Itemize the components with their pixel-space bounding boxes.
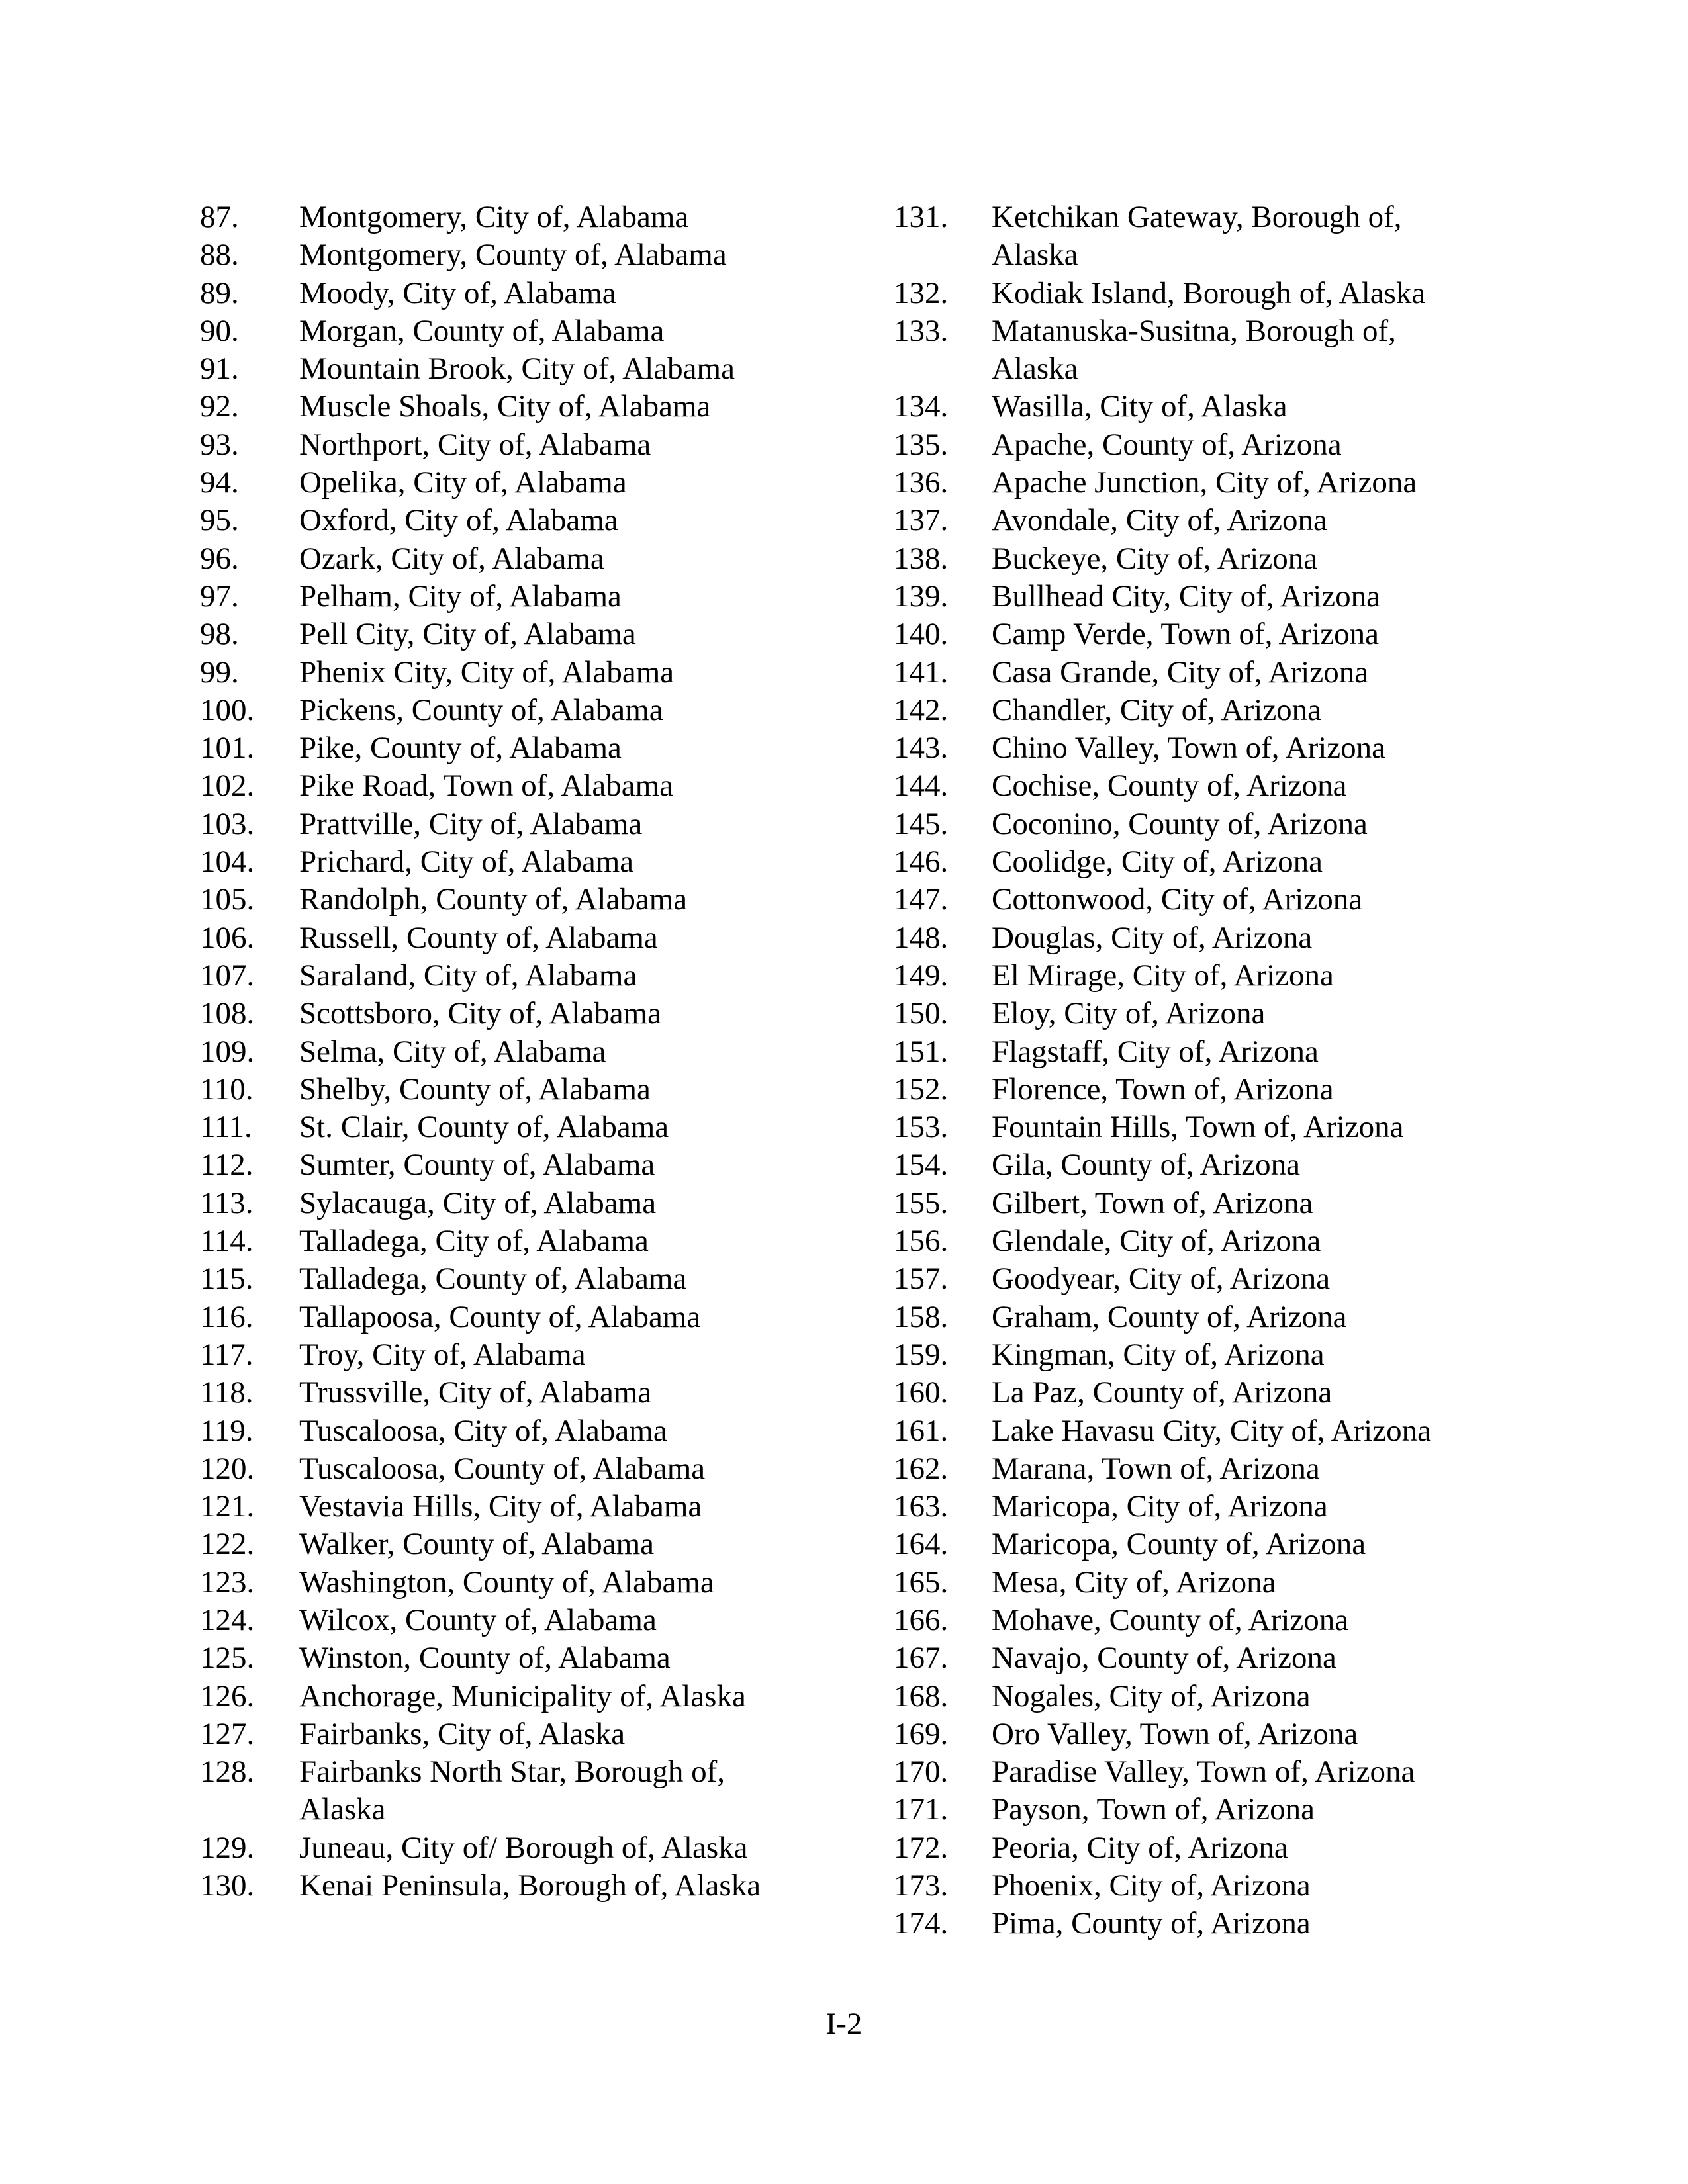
item-number: 152. [894,1071,949,1107]
item-name: Prichard, City of, Alabama [299,844,634,880]
list-item [200,1829,862,1867]
list-item [200,615,862,653]
list-item [200,692,862,729]
item-name: Russell, County of, Alabama [299,920,658,955]
item-name: Vestavia Hills, City of, Alabama [299,1489,702,1524]
item-number: 142. [894,692,949,727]
list-item [894,919,1489,957]
item-name: Camp Verde, Town of, Arizona [992,617,1379,652]
list-item [894,1260,1489,1298]
list-item [894,805,1489,843]
list-item [894,275,1489,312]
item-number: 97. [200,578,239,614]
list-item [894,1678,1489,1715]
item-number: 164. [894,1527,949,1562]
item-number: 149. [894,958,949,993]
item-name: Kingman, City of, Arizona [992,1337,1325,1372]
list-item [200,1715,862,1753]
item-number: 109. [200,1034,255,1069]
list-item [894,881,1489,919]
item-name: Northport, City of, Alabama [299,427,651,462]
item-name: Cottonwood, City of, Arizona [992,882,1363,917]
list-item [894,1564,1489,1602]
item-number: 112. [200,1148,254,1183]
item-name: Muscle Shoals, City of, Alabama [299,389,711,424]
item-number: 163. [894,1489,949,1524]
item-name: Moody, City of, Alabama [299,275,616,310]
item-name: Wasilla, City of, Alaska [992,389,1288,424]
item-number: 128. [200,1754,255,1790]
item-name: Oro Valley, Town of, Arizona [992,1716,1358,1751]
item-number: 147. [894,882,949,917]
item-name: Gila, County of, Arizona [992,1148,1301,1183]
item-name: Winston, County of, Alabama [299,1641,671,1676]
item-name: St. Clair, County of, Alabama [299,1110,669,1145]
item-name: Montgomery, City of, Alabama [299,200,689,234]
item-number: 157. [894,1261,949,1297]
item-name: Coconino, County of, Arizona [992,806,1368,841]
list-item [200,426,862,464]
item-number: 95. [200,503,239,538]
list-item [894,1374,1489,1412]
item-name: Apache Junction, City of, Arizona [992,465,1417,500]
item-number: 122. [200,1527,255,1562]
list-item [200,995,862,1032]
item-number: 162. [894,1451,949,1486]
item-name: Matanuska-Susitna, Borough of, Alaska [992,313,1396,387]
item-number: 119. [200,1413,254,1448]
item-name: Randolph, County of, Alabama [299,882,688,917]
item-number: 156. [894,1224,949,1259]
list-item [200,1412,862,1450]
item-number: 168. [894,1678,949,1713]
item-name: Mesa, City of, Arizona [992,1565,1276,1600]
list-item [894,388,1489,426]
list-item [894,1829,1489,1867]
item-number: 144. [894,768,949,803]
list-item [200,919,862,957]
item-number: 133. [894,313,949,348]
item-name: Anchorage, Municipality of, Alaska [299,1678,746,1713]
list-item [894,1488,1489,1525]
item-number: 104. [200,844,255,880]
item-name: Pike, County of, Alabama [299,731,622,766]
list-item [894,843,1489,881]
item-number: 123. [200,1565,255,1600]
item-number: 174. [894,1906,949,1941]
item-name: Peoria, City of, Arizona [992,1830,1288,1865]
list-item [200,1298,862,1336]
list-item [894,1639,1489,1677]
item-name: Tuscaloosa, City of, Alabama [299,1413,667,1448]
list-item [200,1109,862,1146]
item-number: 94. [200,465,239,500]
list-item [200,1033,862,1071]
list-item [200,236,862,274]
item-number: 172. [894,1830,949,1865]
item-name: Pike Road, Town of, Alabama [299,768,673,803]
item-number: 167. [894,1641,949,1676]
item-number: 150. [894,996,949,1031]
item-number: 136. [894,465,949,500]
item-name: Phoenix, City of, Arizona [992,1868,1311,1903]
item-name: Avondale, City of, Arizona [992,503,1327,538]
list-item [894,1715,1489,1753]
list-item [894,426,1489,464]
list-item [200,1374,862,1412]
right-column-list [894,199,1489,1943]
item-number: 141. [894,655,949,690]
item-number: 151. [894,1034,949,1069]
list-item [200,1678,862,1715]
item-name: Sylacauga, City of, Alabama [299,1185,657,1220]
item-number: 115. [200,1261,254,1297]
item-name: Maricopa, City of, Arizona [992,1489,1328,1524]
list-item [200,1450,862,1488]
item-name: Eloy, City of, Arizona [992,996,1266,1031]
item-name: Navajo, County of, Arizona [992,1641,1336,1676]
item-number: 103. [200,806,255,841]
item-number: 130. [200,1868,255,1903]
item-number: 116. [200,1299,254,1334]
list-item [200,199,862,236]
item-name: Nogales, City of, Arizona [992,1678,1311,1713]
item-number: 113. [200,1185,254,1220]
item-name: Mohave, County of, Arizona [992,1602,1349,1637]
list-item [894,1222,1489,1260]
list-item [200,578,862,615]
item-name: Wilcox, County of, Alabama [299,1602,657,1637]
item-number: 98. [200,617,239,652]
item-number: 140. [894,617,949,652]
list-item [200,1564,862,1602]
item-number: 129. [200,1830,255,1865]
list-item [894,1525,1489,1563]
item-number: 159. [894,1337,949,1372]
list-item [200,388,862,426]
list-item [894,1033,1489,1071]
item-number: 90. [200,313,239,348]
item-number: 120. [200,1451,255,1486]
item-name: Graham, County of, Arizona [992,1299,1347,1334]
list-item [200,1185,862,1222]
item-name: Oxford, City of, Alabama [299,503,618,538]
item-name: Tuscaloosa, County of, Alabama [299,1451,706,1486]
item-name: Mountain Brook, City of, Alabama [299,351,735,387]
item-number: 105. [200,882,255,917]
list-item [200,881,862,919]
item-name: Sumter, County of, Alabama [299,1148,655,1183]
item-number: 87. [200,200,239,234]
item-number: 125. [200,1641,255,1676]
item-number: 153. [894,1110,949,1145]
item-number: 135. [894,427,949,462]
item-name: Casa Grande, City of, Arizona [992,655,1369,690]
item-number: 161. [894,1413,949,1448]
list-item [894,502,1489,539]
item-name: Fairbanks North Star, Borough of, Alaska [299,1754,725,1827]
item-name: Pell City, City of, Alabama [299,617,636,652]
item-number: 165. [894,1565,949,1600]
item-number: 148. [894,920,949,955]
item-name: Tallapoosa, County of, Alabama [299,1299,701,1334]
item-name: Paradise Valley, Town of, Arizona [992,1754,1415,1790]
item-number: 139. [894,578,949,614]
item-number: 126. [200,1678,255,1713]
list-item [200,654,862,692]
left-column-list [200,199,862,1905]
list-item [894,1185,1489,1222]
list-item [200,540,862,578]
item-name: Fairbanks, City of, Alaska [299,1716,626,1751]
item-name: Coolidge, City of, Arizona [992,844,1323,880]
list-item [200,957,862,995]
list-item [894,1753,1489,1791]
item-number: 114. [200,1224,254,1259]
item-number: 146. [894,844,949,880]
item-name: Prattville, City of, Alabama [299,806,643,841]
list-item [894,464,1489,502]
item-name: Ketchikan Gateway, Borough of, Alaska [992,200,1402,273]
item-number: 173. [894,1868,949,1903]
list-item [200,1260,862,1298]
item-name: Trussville, City of, Alabama [299,1375,652,1410]
list-item [200,1867,862,1905]
item-name: La Paz, County of, Arizona [992,1375,1333,1410]
item-number: 137. [894,503,949,538]
list-item [894,957,1489,995]
item-name: Kodiak Island, Borough of, Alaska [992,275,1426,310]
list-item [200,1488,862,1525]
item-name: Opelika, City of, Alabama [299,465,627,500]
item-number: 134. [894,389,949,424]
item-name: Buckeye, City of, Arizona [992,541,1318,576]
item-number: 131. [894,200,949,234]
item-name: Selma, City of, Alabama [299,1034,606,1069]
item-number: 143. [894,731,949,766]
item-number: 124. [200,1602,255,1637]
list-item [894,1867,1489,1905]
list-item [894,1336,1489,1374]
item-name: Talladega, City of, Alabama [299,1224,649,1259]
item-number: 160. [894,1375,949,1410]
list-item [894,1298,1489,1336]
page-number: I-2 [825,2007,863,2041]
item-name: Marana, Town of, Arizona [992,1451,1320,1486]
list-item [200,1222,862,1260]
item-number: 108. [200,996,255,1031]
item-number: 89. [200,275,239,310]
item-number: 110. [200,1071,254,1107]
list-item [200,1071,862,1109]
item-name: Fountain Hills, Town of, Arizona [992,1110,1404,1145]
list-item [200,1525,862,1563]
list-item [894,1146,1489,1184]
item-name: Goodyear, City of, Arizona [992,1261,1331,1297]
item-name: Saraland, City of, Alabama [299,958,637,993]
item-name: Montgomery, County of, Alabama [299,238,727,273]
list-item [200,805,862,843]
item-name: Troy, City of, Alabama [299,1337,586,1372]
item-name: Pima, County of, Arizona [992,1906,1311,1941]
item-name: Cochise, County of, Arizona [992,768,1347,803]
list-item [894,767,1489,805]
item-name: Glendale, City of, Arizona [992,1224,1321,1259]
list-item [200,502,862,539]
item-name: Phenix City, City of, Alabama [299,655,675,690]
item-name: Washington, County of, Alabama [299,1565,714,1600]
item-number: 132. [894,275,949,310]
list-item [894,615,1489,653]
list-item [894,1412,1489,1450]
list-item [894,1602,1489,1639]
item-name: Morgan, County of, Alabama [299,313,665,348]
item-name: Florence, Town of, Arizona [992,1071,1334,1107]
list-item [200,350,862,388]
item-name: Gilbert, Town of, Arizona [992,1185,1313,1220]
list-item [200,1753,862,1829]
item-name: Lake Havasu City, City of, Arizona [992,1413,1431,1448]
item-name: Shelby, County of, Alabama [299,1071,651,1107]
list-item [894,1905,1489,1942]
item-number: 170. [894,1754,949,1790]
item-number: 92. [200,389,239,424]
item-number: 121. [200,1489,255,1524]
list-item [200,1146,862,1184]
list-item [894,1450,1489,1488]
item-number: 138. [894,541,949,576]
item-number: 166. [894,1602,949,1637]
item-number: 127. [200,1716,255,1751]
item-name: Payson, Town of, Arizona [992,1792,1315,1827]
item-number: 158. [894,1299,949,1334]
list-item [894,692,1489,729]
item-name: Apache, County of, Arizona [992,427,1342,462]
item-name: El Mirage, City of, Arizona [992,958,1334,993]
item-name: Chandler, City of, Arizona [992,692,1322,727]
list-item [200,843,862,881]
item-name: Kenai Peninsula, Borough of, Alaska [299,1868,761,1903]
list-item [894,654,1489,692]
item-name: Scottsboro, City of, Alabama [299,996,661,1031]
list-item [200,1336,862,1374]
item-number: 107. [200,958,255,993]
item-number: 155. [894,1185,949,1220]
item-number: 154. [894,1148,949,1183]
item-name: Douglas, City of, Arizona [992,920,1313,955]
item-number: 118. [200,1375,254,1410]
item-number: 117. [200,1337,254,1372]
list-item [894,540,1489,578]
item-name: Talladega, County of, Alabama [299,1261,687,1297]
item-number: 100. [200,692,255,727]
list-item [200,767,862,805]
list-item [894,1109,1489,1146]
list-item [200,312,862,350]
item-name: Ozark, City of, Alabama [299,541,604,576]
list-item [200,1602,862,1639]
item-number: 99. [200,655,239,690]
item-number: 169. [894,1716,949,1751]
item-number: 106. [200,920,255,955]
list-item [894,995,1489,1032]
item-name: Maricopa, County of, Arizona [992,1527,1366,1562]
item-name: Walker, County of, Alabama [299,1527,655,1562]
list-item [200,275,862,312]
list-item [200,1639,862,1677]
item-name: Chino Valley, Town of, Arizona [992,731,1386,766]
item-number: 93. [200,427,239,462]
item-name: Flagstaff, City of, Arizona [992,1034,1319,1069]
list-item [200,729,862,767]
item-number: 145. [894,806,949,841]
item-number: 88. [200,238,239,273]
item-name: Bullhead City, City of, Arizona [992,578,1380,614]
list-item [894,578,1489,615]
list-item [200,464,862,502]
item-number: 96. [200,541,239,576]
item-number: 91. [200,351,239,387]
item-name: Juneau, City of/ Borough of, Alaska [299,1830,748,1865]
item-number: 171. [894,1792,949,1827]
item-name: Pickens, County of, Alabama [299,692,663,727]
item-number: 111. [200,1110,252,1145]
list-item [894,729,1489,767]
item-number: 102. [200,768,255,803]
list-item [894,1071,1489,1109]
list-item [894,312,1489,388]
list-item [894,1791,1489,1829]
item-name: Pelham, City of, Alabama [299,578,622,614]
item-number: 101. [200,731,255,766]
list-item [894,199,1489,275]
